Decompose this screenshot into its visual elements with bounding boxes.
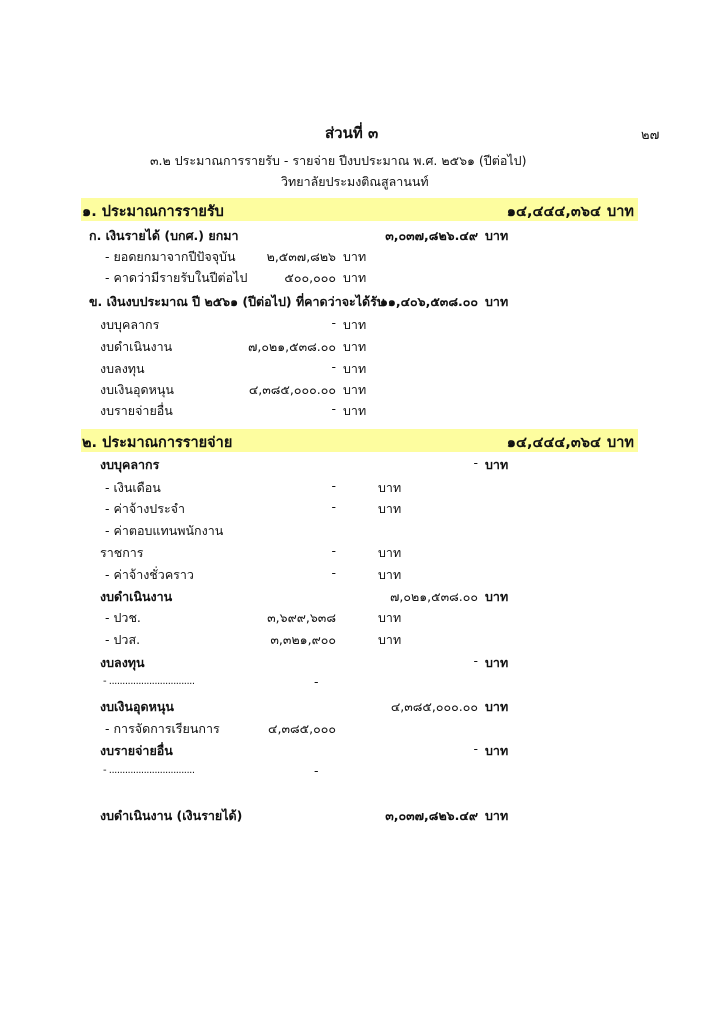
salary-label: - เงินเดือน — [105, 480, 161, 495]
revenue-b-item-amount: ๔,๓๘๕,๐๐๐.๐๐ — [248, 382, 336, 397]
other-unit: บาท — [485, 743, 509, 758]
operations-item-amount: ๓,๓๒๑,๙๐๐ — [270, 632, 336, 647]
subsidy-unit: บาท — [485, 699, 509, 714]
operations-revenue-label: งบดำเนินงาน (เงินรายได้) — [100, 808, 243, 823]
investment-placeholder: - ................................ — [103, 676, 195, 687]
revenue-a-item-label: - ยอดยกมาจากปีปัจจุบัน — [105, 249, 236, 264]
other-label: งบรายจ่ายอื่น — [100, 743, 173, 758]
income-total-unit: บาท — [607, 204, 634, 220]
revenue-b-item-amount: - — [331, 359, 336, 374]
other-amount: - — [314, 763, 319, 778]
section-title: ส่วนที่ ๓ — [325, 124, 379, 142]
revenue-b-unit: บาท — [485, 294, 509, 309]
temporary-wage-amount: - — [331, 565, 336, 580]
salary-unit: บาท — [378, 480, 402, 495]
investment-amount: - — [314, 674, 319, 689]
operations-revenue-amount: ๓,๐๓๗,๘๒๖.๔๙ — [385, 808, 478, 823]
operations-revenue-unit: บาท — [485, 808, 509, 823]
compensation-unit: บาท — [378, 545, 402, 560]
compensation-amount: - — [331, 543, 336, 558]
revenue-b-item-unit: บาท — [343, 382, 367, 397]
operations-unit: บาท — [485, 589, 509, 604]
temporary-wage-unit: บาท — [378, 567, 402, 582]
permanent-wage-amount: - — [331, 499, 336, 514]
investment-label: งบลงทุน — [100, 655, 145, 670]
expense-total-unit: บาท — [607, 435, 634, 451]
income-section-title: ๑. ประมาณการรายรับ — [82, 204, 224, 220]
revenue-b-item-unit: บาท — [343, 317, 367, 332]
operations-total: ๗,๐๒๑,๕๓๘.๐๐ — [389, 589, 478, 604]
revenue-a-unit: บาท — [485, 228, 509, 243]
revenue-b-label: ข. เงินงบประมาณ ปี ๒๕๖๑ (ปีต่อไป) ที่คาดว่าจะได้รับ — [89, 294, 385, 309]
revenue-b-item-unit: บาท — [343, 361, 367, 376]
revenue-a-item-amount: ๒,๕๓๗,๘๒๖ — [266, 249, 336, 264]
revenue-b-item-amount: - — [331, 315, 336, 330]
temporary-wage-label: - ค่าจ้างชั่วคราว — [105, 567, 194, 582]
expense-section-title: ๒. ประมาณการรายจ่าย — [82, 435, 233, 451]
operations-item-label: - ปวช. — [105, 610, 141, 625]
salary-amount: - — [331, 478, 336, 493]
compensation-label-line1: - ค่าตอบแทนพนักงาน — [105, 523, 224, 538]
revenue-b-item-label: งบเงินอุดหนุน — [100, 382, 174, 397]
revenue-b-item-label: งบลงทุน — [100, 361, 145, 376]
revenue-b-item-label: งบดำเนินงาน — [100, 339, 173, 354]
personnel-total: - — [473, 455, 478, 470]
subsidy-label: งบเงินอุดหนุน — [100, 699, 174, 714]
operations-item-amount: ๓,๖๙๙,๖๓๘ — [267, 610, 336, 625]
revenue-a-item-unit: บาท — [343, 270, 367, 285]
investment-unit: บาท — [485, 655, 509, 670]
personnel-unit: บาท — [485, 457, 509, 472]
document-subtitle: ๓.๒ ประมาณการรายรับ - รายจ่าย ปีงบประมาณ พ.ศ. ๒๕๖๑ (ปีต่อไป) — [150, 153, 527, 168]
revenue-a-label: ก. เงินรายได้ (บกศ.) ยกมา — [89, 228, 239, 243]
personnel-label: งบบุคลากร — [100, 457, 160, 472]
operations-item-label: - ปวส. — [105, 632, 141, 647]
revenue-b-item-unit: บาท — [343, 403, 367, 418]
revenue-a-item-unit: บาท — [343, 249, 367, 264]
institution-name: วิทยาลัยประมงติณสูลานนท์ — [281, 174, 429, 189]
revenue-b-amount: ๑๑,๔๐๖,๕๓๘.๐๐ — [379, 294, 478, 309]
permanent-wage-unit: บาท — [378, 501, 402, 516]
revenue-a-item-label: - คาดว่ามีรายรับในปีต่อไป — [105, 270, 248, 285]
revenue-b-item-unit: บาท — [343, 339, 367, 354]
revenue-b-item-label: งบรายจ่ายอื่น — [100, 403, 173, 418]
revenue-a-amount: ๓,๐๓๗,๘๒๖.๔๙ — [385, 228, 478, 243]
revenue-b-item-amount: ๗,๐๒๑,๕๓๘.๐๐ — [247, 339, 336, 354]
subsidy-item-amount: ๔,๓๘๕,๐๐๐ — [268, 721, 336, 736]
investment-total: - — [473, 653, 478, 668]
compensation-label-line2: ราชการ — [100, 545, 144, 560]
expense-total: ๑๔,๔๔๔,๓๖๔ — [506, 435, 601, 451]
operations-item-unit: บาท — [378, 610, 402, 625]
other-placeholder: - ................................ — [103, 765, 195, 776]
permanent-wage-label: - ค่าจ้างประจำ — [105, 501, 186, 516]
page-number: ๒๗ — [641, 128, 660, 143]
operations-item-unit: บาท — [378, 632, 402, 647]
subsidy-item-label: - การจัดการเรียนการ — [105, 721, 220, 736]
revenue-a-item-amount: ๕๐๐,๐๐๐ — [284, 270, 336, 285]
revenue-b-item-label: งบบุคลากร — [100, 317, 160, 332]
other-total: - — [473, 741, 478, 756]
revenue-b-item-amount: - — [331, 401, 336, 416]
subsidy-total: ๔,๓๘๕,๐๐๐.๐๐ — [390, 699, 478, 714]
income-total: ๑๔,๔๔๔,๓๖๔ — [506, 204, 601, 220]
operations-label: งบดำเนินงาน — [100, 589, 173, 604]
